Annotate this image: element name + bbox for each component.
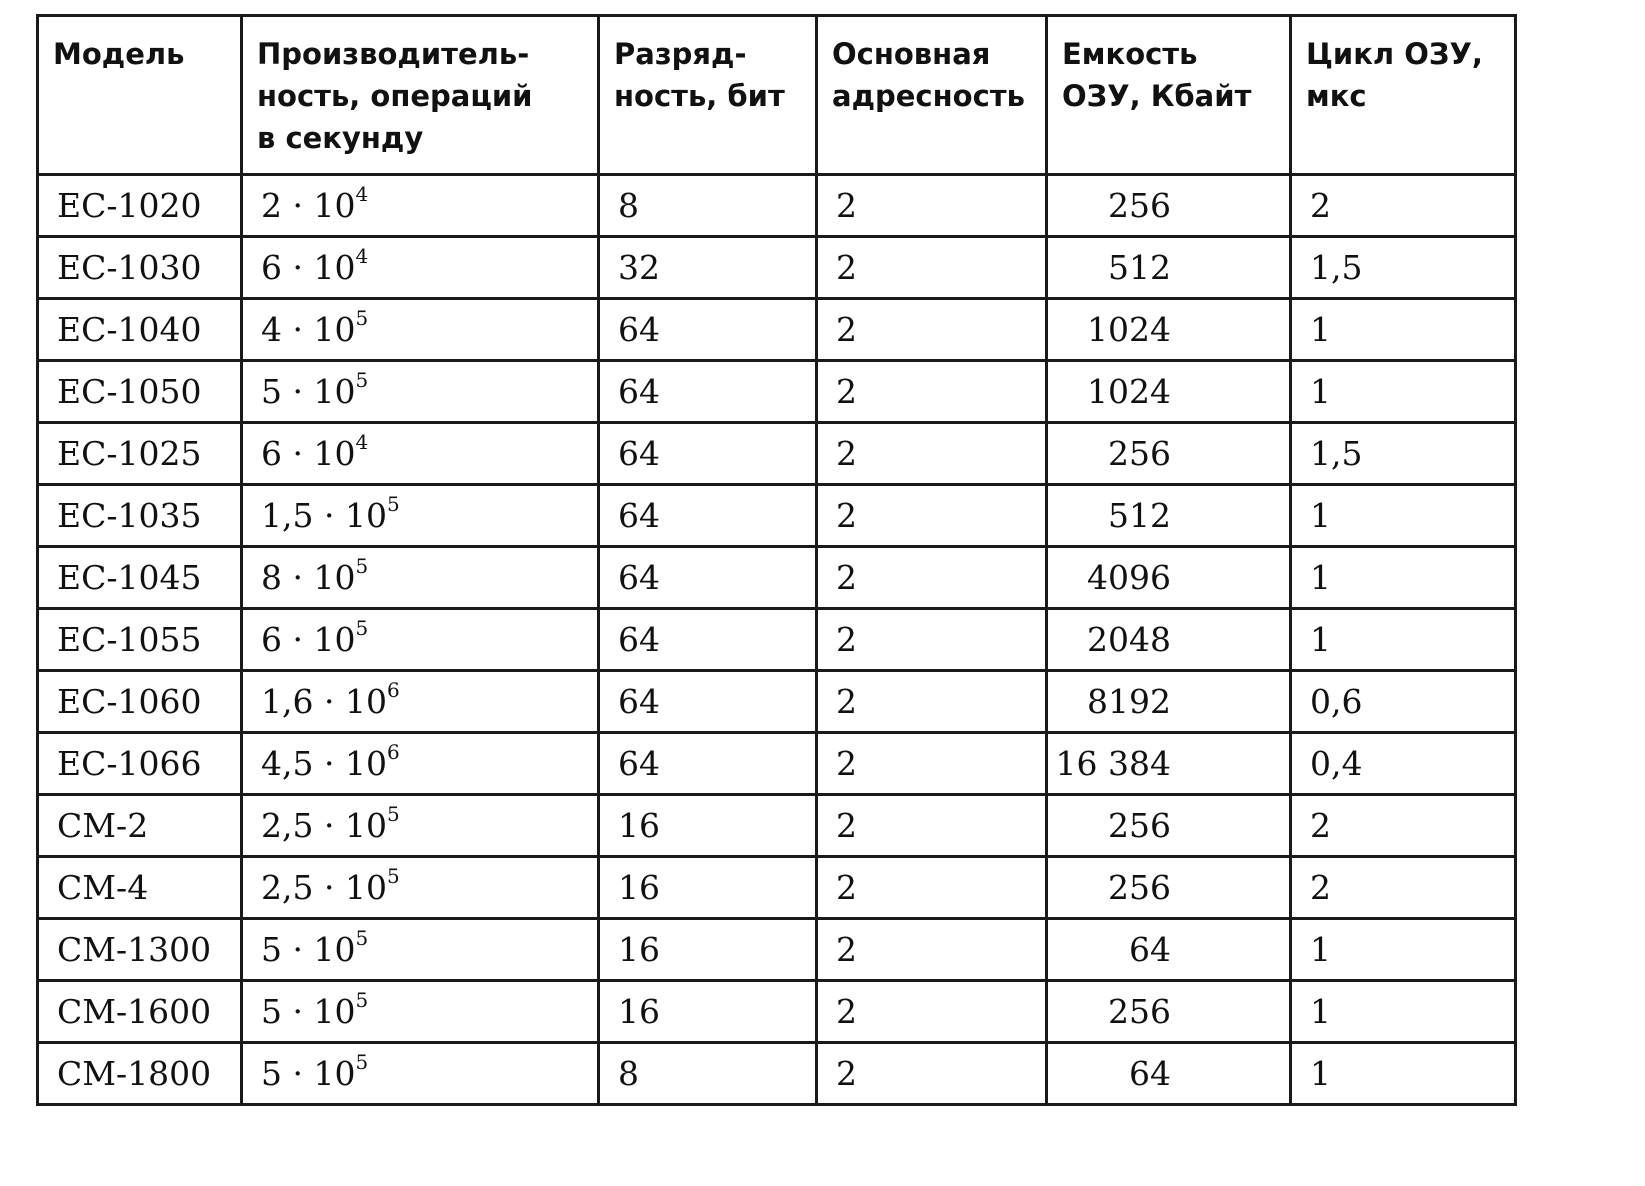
performance-exponent: 4 <box>355 430 369 454</box>
performance-exponent: 6 <box>386 678 400 702</box>
performance-mantissa: 6 · 10 <box>261 620 356 659</box>
cell-model: ЕС-1030 <box>38 237 242 299</box>
header-model: Модель <box>38 16 242 175</box>
cell-ram-cycle: 0,6 <box>1291 671 1516 733</box>
cell-model: ЕС-1060 <box>38 671 242 733</box>
cell-bit-width: 16 <box>599 919 817 981</box>
performance-mantissa: 1,6 · 10 <box>261 682 387 721</box>
cell-ram-cycle: 1 <box>1291 361 1516 423</box>
performance-mantissa: 6 · 10 <box>261 434 356 473</box>
cell-performance <box>242 485 599 547</box>
cell-ram-capacity: 1024 <box>1047 361 1291 423</box>
cell-addressing: 2 <box>817 1043 1047 1105</box>
cell-addressing: 2 <box>817 609 1047 671</box>
cell-ram-capacity: 256 <box>1047 795 1291 857</box>
cell-performance <box>242 795 599 857</box>
cell-bit-width: 64 <box>599 485 817 547</box>
cell-addressing: 2 <box>817 237 1047 299</box>
table-row <box>38 361 1516 423</box>
cell-performance <box>242 547 599 609</box>
table-row <box>38 1043 1516 1105</box>
cell-ram-cycle: 1,5 <box>1291 237 1516 299</box>
cell-performance <box>242 857 599 919</box>
cell-performance <box>242 361 599 423</box>
cell-ram-cycle: 1 <box>1291 609 1516 671</box>
cell-ram-cycle: 2 <box>1291 857 1516 919</box>
performance-mantissa: 6 · 10 <box>261 248 356 287</box>
cell-model: ЕС-1050 <box>38 361 242 423</box>
header-bit-width: Разряд- ность, бит <box>599 16 817 175</box>
performance-exponent: 5 <box>355 988 369 1012</box>
cell-ram-cycle: 1 <box>1291 981 1516 1043</box>
cell-bit-width: 32 <box>599 237 817 299</box>
cell-ram-cycle: 1 <box>1291 299 1516 361</box>
cell-addressing: 2 <box>817 175 1047 237</box>
performance-mantissa: 4,5 · 10 <box>261 744 387 783</box>
cell-performance <box>242 237 599 299</box>
cell-bit-width: 64 <box>599 609 817 671</box>
performance-exponent: 5 <box>386 802 400 826</box>
header-performance: Производитель- ность, операций в секунду <box>242 16 599 175</box>
cell-ram-cycle: 1 <box>1291 547 1516 609</box>
performance-mantissa: 5 · 10 <box>261 992 356 1031</box>
cell-ram-capacity: 16 384 <box>1047 733 1291 795</box>
cell-model: ЕС-1045 <box>38 547 242 609</box>
cell-addressing: 2 <box>817 857 1047 919</box>
performance-exponent: 5 <box>386 492 400 516</box>
cell-model: СМ-1300 <box>38 919 242 981</box>
performance-exponent: 5 <box>355 554 369 578</box>
performance-exponent: 4 <box>355 244 369 268</box>
cell-ram-cycle: 0,4 <box>1291 733 1516 795</box>
cell-ram-capacity: 512 <box>1047 485 1291 547</box>
cell-ram-capacity: 8192 <box>1047 671 1291 733</box>
table-row <box>38 857 1516 919</box>
cell-ram-capacity: 4096 <box>1047 547 1291 609</box>
header-addressing: Основная адресность <box>817 16 1047 175</box>
cell-performance <box>242 981 599 1043</box>
cell-ram-capacity: 256 <box>1047 175 1291 237</box>
table-row <box>38 919 1516 981</box>
cell-addressing: 2 <box>817 795 1047 857</box>
performance-exponent: 6 <box>386 740 400 764</box>
cell-bit-width: 8 <box>599 175 817 237</box>
performance-exponent: 5 <box>355 1050 369 1074</box>
cell-model: СМ-2 <box>38 795 242 857</box>
cell-addressing: 2 <box>817 361 1047 423</box>
cell-performance <box>242 671 599 733</box>
cell-ram-cycle: 1 <box>1291 485 1516 547</box>
header-ram-cycle: Цикл ОЗУ, мкс <box>1291 16 1516 175</box>
cell-ram-cycle: 2 <box>1291 175 1516 237</box>
cell-addressing: 2 <box>817 485 1047 547</box>
table-row <box>38 609 1516 671</box>
performance-mantissa: 8 · 10 <box>261 558 356 597</box>
cell-addressing: 2 <box>817 547 1047 609</box>
cell-addressing: 2 <box>817 919 1047 981</box>
performance-mantissa: 5 · 10 <box>261 1054 356 1093</box>
cell-performance <box>242 609 599 671</box>
cell-bit-width: 16 <box>599 795 817 857</box>
table-row <box>38 795 1516 857</box>
cell-model: СМ-1800 <box>38 1043 242 1105</box>
table-row <box>38 175 1516 237</box>
cell-model: ЕС-1040 <box>38 299 242 361</box>
performance-mantissa: 5 · 10 <box>261 372 356 411</box>
cell-model: ЕС-1066 <box>38 733 242 795</box>
header-ram-capacity: Емкость ОЗУ, Кбайт <box>1047 16 1291 175</box>
cell-model: ЕС-1025 <box>38 423 242 485</box>
cell-addressing: 2 <box>817 671 1047 733</box>
cell-bit-width: 64 <box>599 547 817 609</box>
computer-specs-table <box>36 14 1517 1106</box>
cell-performance <box>242 1043 599 1105</box>
performance-exponent: 5 <box>355 306 369 330</box>
cell-model: СМ-1600 <box>38 981 242 1043</box>
cell-ram-capacity: 64 <box>1047 1043 1291 1105</box>
cell-performance <box>242 733 599 795</box>
cell-ram-cycle: 2 <box>1291 795 1516 857</box>
cell-ram-capacity: 512 <box>1047 237 1291 299</box>
table-row <box>38 485 1516 547</box>
cell-ram-capacity: 256 <box>1047 423 1291 485</box>
table-row <box>38 299 1516 361</box>
cell-ram-capacity: 64 <box>1047 919 1291 981</box>
cell-model: ЕС-1020 <box>38 175 242 237</box>
cell-ram-cycle: 1 <box>1291 1043 1516 1105</box>
table-row <box>38 423 1516 485</box>
table-row <box>38 733 1516 795</box>
cell-model: ЕС-1055 <box>38 609 242 671</box>
cell-ram-cycle: 1 <box>1291 919 1516 981</box>
cell-model: ЕС-1035 <box>38 485 242 547</box>
performance-exponent: 5 <box>355 368 369 392</box>
performance-mantissa: 2,5 · 10 <box>261 806 387 845</box>
cell-performance <box>242 423 599 485</box>
table-row <box>38 671 1516 733</box>
table-row <box>38 237 1516 299</box>
performance-exponent: 5 <box>386 864 400 888</box>
performance-exponent: 5 <box>355 616 369 640</box>
cell-performance <box>242 299 599 361</box>
performance-mantissa: 1,5 · 10 <box>261 496 387 535</box>
cell-addressing: 2 <box>817 733 1047 795</box>
cell-bit-width: 64 <box>599 423 817 485</box>
performance-mantissa: 2 · 10 <box>261 186 356 225</box>
cell-performance <box>242 175 599 237</box>
table-row <box>38 547 1516 609</box>
cell-bit-width: 64 <box>599 361 817 423</box>
cell-bit-width: 16 <box>599 857 817 919</box>
performance-exponent: 4 <box>355 182 369 206</box>
cell-addressing: 2 <box>817 423 1047 485</box>
performance-mantissa: 4 · 10 <box>261 310 356 349</box>
cell-ram-capacity: 2048 <box>1047 609 1291 671</box>
cell-ram-capacity: 256 <box>1047 857 1291 919</box>
cell-bit-width: 64 <box>599 733 817 795</box>
header-row <box>38 16 1516 175</box>
cell-ram-capacity: 1024 <box>1047 299 1291 361</box>
performance-mantissa: 2,5 · 10 <box>261 868 387 907</box>
cell-bit-width: 8 <box>599 1043 817 1105</box>
cell-ram-cycle: 1,5 <box>1291 423 1516 485</box>
performance-mantissa: 5 · 10 <box>261 930 356 969</box>
table-body <box>38 175 1516 1105</box>
performance-exponent: 5 <box>355 926 369 950</box>
cell-performance <box>242 919 599 981</box>
cell-bit-width: 64 <box>599 299 817 361</box>
cell-ram-capacity: 256 <box>1047 981 1291 1043</box>
cell-bit-width: 16 <box>599 981 817 1043</box>
cell-addressing: 2 <box>817 299 1047 361</box>
cell-addressing: 2 <box>817 981 1047 1043</box>
cell-bit-width: 64 <box>599 671 817 733</box>
table-row <box>38 981 1516 1043</box>
cell-model: СМ-4 <box>38 857 242 919</box>
